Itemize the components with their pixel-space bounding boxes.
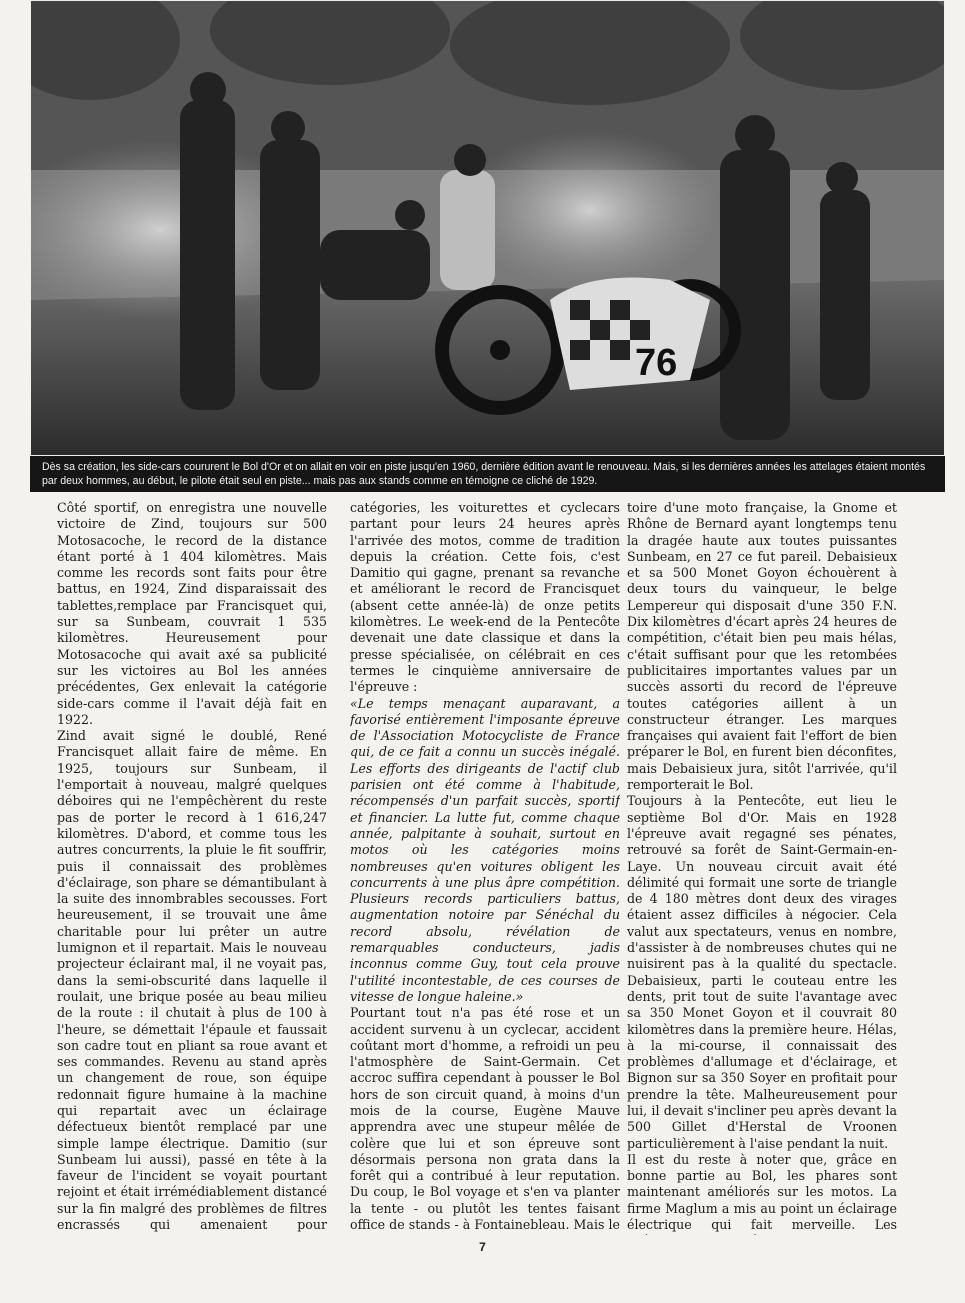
paragraph: toire d'une moto française, la Gnome et Rhône de Bernard ayant longtemps tenu la dragée haute aux toutes puissantes Sunbeam, en 27 ce fut pareil. Debaisieux et sa 500 Monet Goyon échouèrent à deux tours du vainqueur, le belge Lempereur qui disposait d'une 350 F.N. Dix kilomètres d'écart après 24 heures de compétition, c'était bien peu mais hélas, c'était suffisant pour que les retombées publicitaires importantes values par un succès assorti du record de l'épreuve toutes catégories aillent à un constructeur étranger. Les marques françaises qui avaient fait l'effort de bien préparer le Bol, en furent bien déconfites, mais Debaisieux jura, sitôt l'arrivée, qu'il remporterait le Bol. (627, 500, 897, 793)
paragraph: Zind avait signé le doublé, René Francisquet allait faire de même. En 1925, toujours sur Sunbeam, il l'emportait à nouveau, malgré quelques déboires qui ne l'empêchèrent du reste pas de porter le record à 1 616,247 kilomètres. D'abord, et comme tous les autres concurrents, la pluie le fit souffrir, puis il connaissait des problèmes d'éclairage, son phare se démantibulant à la suite des innombrables secousses. Fort heureusement, il se trouvait une âme charitable pour lui prêter un autre lumignon et il repartait. Mais le nouveau projecteur éclairant mal, il ne voyait pas, dans la semi-obscurité dans laquelle il roulait, une brique posée au beau milieu de la route : il chutait à plus de 100 à l'heure, se démettait l'épaule et faussait son cadre tout en pliant sa roue avant et ses commandes. Revenu au stand après un changement de roue, son équipe redonnait figure humaine à la machine qui repartait avec un éclairage défectueux bientôt remplacé par une simple lampe électrique. Damitio (sur Sunbeam lui aussi), passé en tête à la faveur de l'incident se voyait pourtant rejoint et était irrémédiablement distancé sur la fin malgré des problèmes de filtres encrassés qui amenaient pour (57, 728, 327, 1233)
text-column-2 (350, 500, 620, 1235)
text-column-3 (627, 500, 897, 1235)
quoted-paragraph: «Le temps menaçant auparavant, a favorisé entièrement l'imposante épreuve de l'Association Motocycliste de France qui, de ce fait a connu un succès inégalé. Les efforts des dirigeants de l'actif club parisien ont été comme à l'habitude, récompensés d'un parfait succès, sportif et financier. La lutte fut, comme chaque année, palpitante à souhait, surtout en motos où les catégories moins nombreuses qu'en voitures obligent les concurrents à une plus âpre compétition. Plusieurs records particuliers battus, augmentation notoire par Sénéchal du record absolu, révélation de remarquables conducteurs, jadis inconnus comme Guy, tout cela prouve l'utilité incontestable, de ces courses de vitesse de longue haleine.» (350, 695, 620, 1004)
sidecar-body (550, 278, 710, 391)
paragraph: Toujours à la Pentecôte, eut lieu le septième Bol d'Or. Mais en 1928 l'épreuve avait regagné ses pénates, retrouvé sa forêt de Saint-Germain-en-Laye. Un nouveau circuit avait été délimité qui formait une sorte de triangle de 4 180 mètres dont deux des virages étaient assez difficiles à négocier. Cela valut aux spectateurs, venus en nombre, d'assister à de nombreuses chutes qui ne nuisirent pas à la qualité du spectacle. Debaisieux, parti le couteau entre les dents, prit tout de suite l'avantage avec sa 350 Monet Goyon et il couvrait 80 kilomètres dans la première heure. Hélas, à la mi-course, il connaissait des problèmes d'allumage et d'éclairage, et Bignon sur sa 350 Soyer en profitait pour prendre la tête. Malheureusement pour lui, il devait s'incliner peu après devant la 500 Gillet d'Herstal de Vroonen particulièrement à l'aise pendant la nuit. (627, 793, 897, 1151)
photo-caption: Dès sa création, les side-cars coururent le Bol d'Or et on allait en voir en piste jusqu'en 1960, dernière édition avant le renouveau. Mais, si les dernières années les attelages étaient montés par deux hommes, au début, le pilote était seul en piste... mais pas aux stands comme en témoigne ce cliché de 1929. (30, 456, 945, 492)
race-photo (30, 0, 945, 456)
paragraph: catégories, les voiturettes et cyclecars partant pour leurs 24 heures après l'arrivée des motos, comme de tradition depuis la création. Cette fois, c'est Damitio qui gagne, prenant sa revanche et améliorant le record de Francisquet (absent cette année-là) de onze petits kilomètres. Le week-end de la Pentecôte devenait une date classique et dans la presse spécialisée, on célébrait en ces termes le cinquième anniversaire de l'épreuve : (350, 500, 620, 695)
svg-text:76: 76 (635, 342, 678, 384)
page-number: 7 (479, 1240, 486, 1254)
photo-illustration (30, 0, 945, 456)
paragraph: Il est du reste à noter que, grâce en bonne partie au Bol, les phares sont maintenant améliorés sur les motos. La firme Maglum a mis au point un éclairage électrique qui fait merveille. Les (627, 1151, 897, 1233)
text-column-1 (57, 500, 327, 1235)
paragraph: Côté sportif, on enregistra une nouvelle victoire de Zind, toujours sur 500 Motosacoche, le record de la distance étant porté à 1 404 kilomètres. Mais comme les records sont faits pour être battus, en 1924, Zind disparaissait des tablettes,remplace par Francisquet qui, sur sa Sunbeam, couvrait 1 535 kilomètres. Heureusement pour Motosacoche qui avait axé sa publicité sur les victoires au Bol les années précédentes, Gex enlevait la catégorie side-cars comme il l'avait déjà fait en 1922. (57, 500, 327, 727)
paragraph: Pourtant tout n'a pas été rose et un accident survenu à un cyclecar, accident coûtant mort d'homme, a refroidi un peu l'atmosphère de Saint-Germain. Cet accroc suffira cependant à pousser le Bol hors de son circuit quand, à moins d'un mois de la course, Eugène Mauve apprendra avec une stupeur mêlée de colère que lui et son épreuve sont désormais persona non grata dans la forêt qui a contribué à leur reputation. Du coup, le Bol voyage et s'en va planter la tente - ou plutôt les tentes faisant office de stands - à Fontainebleau. Mais le (350, 1005, 620, 1233)
